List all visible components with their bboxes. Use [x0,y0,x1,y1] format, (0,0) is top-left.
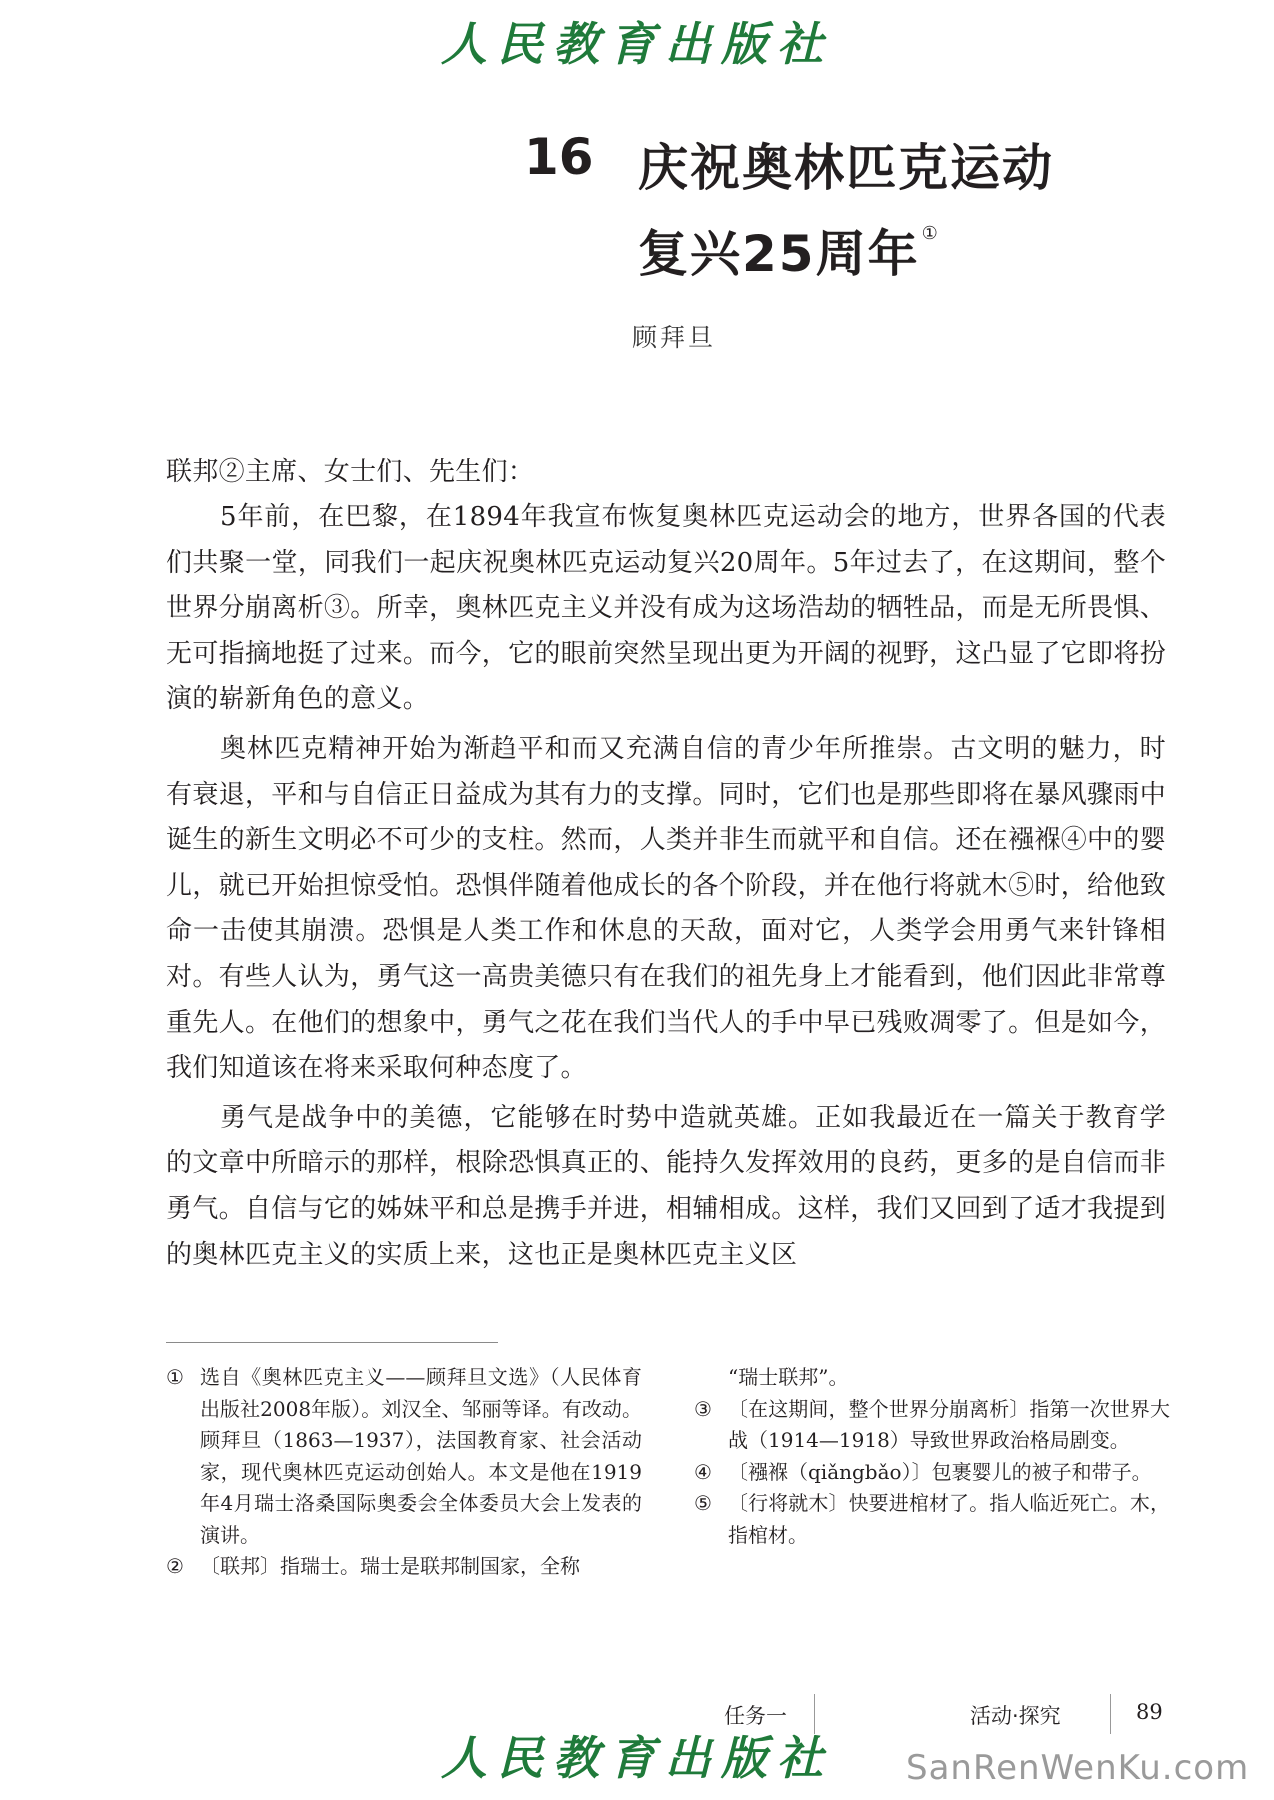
publisher-logo-top: 人民教育出版社 [441,17,833,71]
page-title-line1: 庆祝奥林匹克运动 [638,139,1054,197]
paragraph: 5年前，在巴黎，在1894年我宣布恢复奥林匹克运动会的地方，世界各国的代表们共聚一堂，同我们一起庆祝奥林匹克运动复兴20周年。5年过去了，在这期间，整个世界分崩离析③。所幸，奥林匹克主义并没有成为这场浩劫的牺牲品，而是无所畏惧、无可指摘地挺了过来。而今，它的眼前突然呈现出更为开阔的视野，这凸显了它即将扮演的崭新角色的意义。 [166,502,1166,715]
footnote-number: ② [166,1554,184,1578]
lesson-number: 16 [524,128,594,186]
footnote-number: ⑤ [694,1491,712,1515]
paragraph: 奥林匹克精神开始为渐趋平和而又充满自信的青少年所推崇。古文明的魅力，时有衰退，平和与自信正日益成为其有力的支撑。同时，它们也是那些即将在暴风骤雨中诞生的新生文明必不可少的支柱。然而，人类并非生而就平和自信。还在襁褓④中的婴儿，就已开始担惊受怕。恐惧伴随着他成长的各个阶段，并在他行将就木⑤时，给他致命一击使其崩溃。恐惧是人类工作和休息的天敌，面对它，人类学会用勇气来针锋相对。有些人认为，勇气这一高贵美德只有在我们的祖先身上才能看到，他们因此非常尊重先人。在他们的想象中，勇气之花在我们当代人的手中早已残败凋零了。但是如今，我们知道该在将来采取何种态度了。 [166,733,1166,1084]
publisher-logo-bottom: 人民教育出版社 [441,1731,833,1785]
footnote-text: 〔联邦〕指瑞士。瑞士是联邦制国家，全称 [200,1554,580,1578]
footnote-divider [166,1342,498,1343]
footnote-text: 〔襁褓（qiǎngbǎo）〕包裹婴儿的被子和带子。 [728,1459,1152,1484]
page-title-line2 [638,214,940,286]
footer-task-label: 任务一 [724,1704,787,1728]
footnote-number: ① [166,1365,184,1389]
footnote-1 [166,1362,642,1551]
page-number: 89 [1136,1700,1163,1724]
footnote-text: 选自《奥林匹克主义——顾拜旦文选》（人民体育出版社2008年版）。刘汉全、邹丽等译。有改动。顾拜旦（1863—1937），法国教育家、社会活动家，现代奥林匹克运动创始人。本文是他在1919年4月瑞士洛桑国际奥委会全体委员大会上发表的演讲。 [200,1365,642,1547]
footnote-number: ③ [694,1396,712,1421]
footer-activity-label: 活动·探究 [970,1704,1061,1728]
footnote-number: ④ [694,1459,712,1484]
footnote-4 [694,1457,1170,1489]
footnote-3 [694,1394,1170,1457]
title-footnote-mark[interactable]: ① [921,223,940,244]
footnote-text: 〔行将就木〕快要进棺材了。指人临近死亡。木，指棺材。 [728,1491,1170,1547]
salutation: 联邦②主席、女士们、先生们： [166,457,535,487]
footnote-2-continuation: “瑞士联邦”。 [728,1365,849,1389]
footnote-text: 〔在这期间，整个世界分崩离析〕指第一次世界大战（1914—1918）导致世界政治格局剧变。 [728,1396,1170,1452]
footnote-2 [166,1551,642,1583]
watermark: SanRenWenKu.com [906,1748,1250,1788]
page-title-line2-text: 复兴25周年 [638,225,920,283]
footnotes-left-column [166,1362,642,1583]
author-name: 顾拜旦 [632,323,717,352]
footnotes-right-column [694,1362,1170,1551]
body-paragraphs [166,495,1166,1278]
paragraph: 勇气是战争中的美德，它能够在时势中造就英雄。正如我最近在一篇关于教育学的文章中所暗示的那样，根除恐惧真正的、能持久发挥效用的良药，更多的是自信而非勇气。自信与它的姊妹平和总是携手并进，相辅相成。这样，我们又回到了适才我提到的奥林匹克主义的实质上来，这也正是奥林匹克主义区 [166,1102,1166,1270]
footnote-5 [694,1488,1170,1551]
